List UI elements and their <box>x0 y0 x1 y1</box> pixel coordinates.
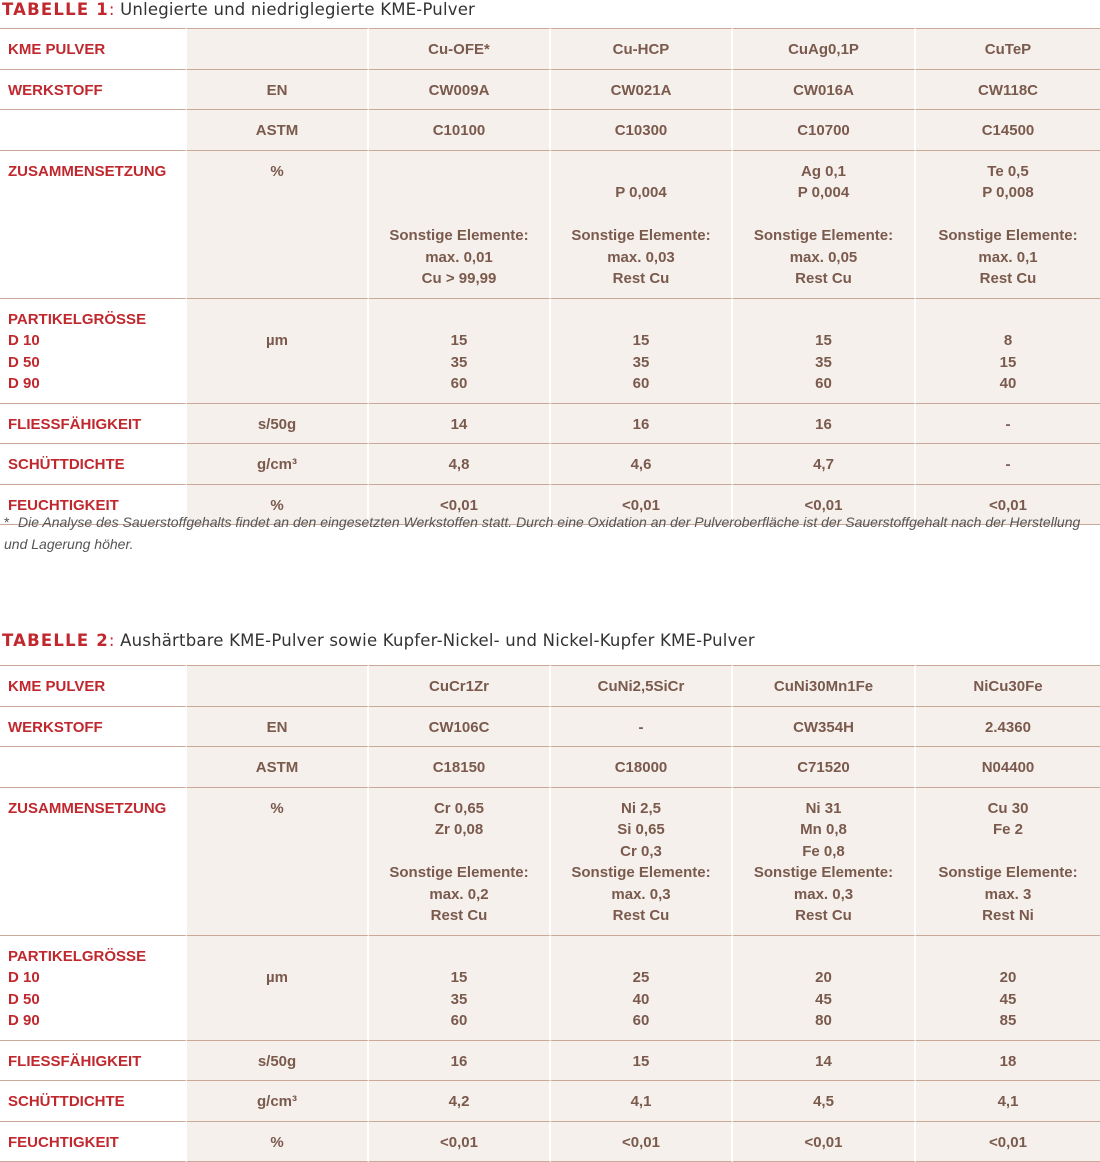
value-line: 16 <box>375 1051 543 1073</box>
value-cell <box>733 747 916 788</box>
unit-line <box>193 946 361 968</box>
value-line: max. 0,3 <box>557 884 725 906</box>
unit-cell <box>187 665 369 707</box>
unit-cell <box>187 1081 369 1122</box>
value-line: - <box>922 414 1094 436</box>
value-cell <box>369 444 551 485</box>
value-cell <box>733 1081 916 1122</box>
row-label-line <box>8 120 179 142</box>
unit-cell <box>187 28 369 70</box>
unit-cell <box>187 747 369 788</box>
value-cell <box>916 936 1100 1041</box>
unit-cell <box>187 110 369 151</box>
table-row <box>0 151 1100 299</box>
table-2-colon: : <box>109 631 115 650</box>
unit-cell <box>187 1041 369 1082</box>
row-label <box>0 444 187 485</box>
row-label <box>0 936 187 1041</box>
value-line: <0,01 <box>739 495 908 517</box>
value-line <box>557 309 725 331</box>
value-line: max. 0,3 <box>739 884 908 906</box>
row-label-line: D 90 <box>8 1010 179 1032</box>
value-line: 18 <box>922 1051 1094 1073</box>
value-line: 20 <box>739 967 908 989</box>
row-label-line: KME PULVER <box>8 676 179 698</box>
value-line: C14500 <box>922 120 1094 142</box>
table-1-label: TABELLE 1 <box>2 0 109 19</box>
unit-line: EN <box>193 80 361 102</box>
value-line: Sonstige Elemente: <box>739 225 908 247</box>
value-cell <box>369 788 551 936</box>
value-line: CW016A <box>739 80 908 102</box>
value-line: 80 <box>739 1010 908 1032</box>
value-cell <box>733 70 916 111</box>
unit-line: µm <box>193 330 361 352</box>
value-cell <box>369 110 551 151</box>
value-line <box>739 204 908 226</box>
value-line <box>922 204 1094 226</box>
value-line: CW354H <box>739 717 908 739</box>
value-line: Ag 0,1 <box>739 161 908 183</box>
value-cell <box>369 936 551 1041</box>
value-line: 15 <box>557 1051 725 1073</box>
value-cell <box>551 665 733 707</box>
value-cell <box>733 1041 916 1082</box>
unit-line: s/50g <box>193 1051 361 1073</box>
value-line: max. 0,05 <box>739 247 908 269</box>
table-1-title <box>2 0 475 19</box>
value-cell <box>551 151 733 299</box>
table-row <box>0 299 1100 404</box>
value-line: Rest Cu <box>375 905 543 927</box>
value-line: 15 <box>739 330 908 352</box>
value-line: Te 0,5 <box>922 161 1094 183</box>
table-row <box>0 788 1100 936</box>
table-row <box>0 404 1100 445</box>
value-line: 60 <box>557 373 725 395</box>
value-cell <box>916 1122 1100 1162</box>
unit-line: ASTM <box>193 757 361 779</box>
row-label <box>0 707 187 748</box>
value-line: P 0,008 <box>922 182 1094 204</box>
value-line: Cr 0,65 <box>375 798 543 820</box>
table-2-caption: Aushärtbare KME-Pulver sowie Kupfer-Nickel- und Nickel-Kupfer KME-Pulver <box>120 631 755 650</box>
value-cell <box>733 299 916 404</box>
row-label-line: D 10 <box>8 330 179 352</box>
row-label-line: FEUCHTIGKEIT <box>8 495 179 517</box>
row-label-line: FLIESSFÄHIGKEIT <box>8 1051 179 1073</box>
value-line: max. 0,1 <box>922 247 1094 269</box>
unit-line <box>193 309 361 331</box>
unit-line <box>193 39 361 61</box>
value-line: Si 0,65 <box>557 819 725 841</box>
value-line: C18150 <box>375 757 543 779</box>
value-line: Cr 0,3 <box>557 841 725 863</box>
value-line <box>739 309 908 331</box>
value-cell <box>369 70 551 111</box>
value-line: Rest Cu <box>557 905 725 927</box>
value-line: 14 <box>375 414 543 436</box>
unit-line <box>193 676 361 698</box>
value-cell <box>916 28 1100 70</box>
value-line: 35 <box>375 352 543 374</box>
value-line: 8 <box>922 330 1094 352</box>
row-label <box>0 404 187 445</box>
unit-line: EN <box>193 717 361 739</box>
table-row <box>0 1041 1100 1082</box>
value-cell <box>916 1041 1100 1082</box>
value-cell <box>551 299 733 404</box>
value-cell <box>733 707 916 748</box>
value-cell <box>733 404 916 445</box>
value-line: <0,01 <box>557 495 725 517</box>
value-cell <box>369 707 551 748</box>
value-line <box>739 946 908 968</box>
value-cell <box>369 1122 551 1162</box>
value-line: 40 <box>557 989 725 1011</box>
unit-cell <box>187 444 369 485</box>
table-2-title <box>2 631 755 650</box>
value-line: 35 <box>375 989 543 1011</box>
unit-cell <box>187 707 369 748</box>
table-row <box>0 28 1100 70</box>
value-line: <0,01 <box>375 495 543 517</box>
value-line: 15 <box>557 330 725 352</box>
table-row <box>0 665 1100 707</box>
value-line <box>557 161 725 183</box>
table-1-caption: Unlegierte und niedriglegierte KME-Pulver <box>120 0 475 19</box>
value-cell <box>916 665 1100 707</box>
value-line: <0,01 <box>557 1132 725 1154</box>
value-line: 60 <box>375 1010 543 1032</box>
value-line: Cu 30 <box>922 798 1094 820</box>
value-cell <box>916 1081 1100 1122</box>
value-cell <box>733 444 916 485</box>
value-cell <box>916 151 1100 299</box>
value-line: Sonstige Elemente: <box>922 225 1094 247</box>
value-cell <box>369 665 551 707</box>
value-cell <box>551 1081 733 1122</box>
value-line: C10100 <box>375 120 543 142</box>
value-cell <box>916 299 1100 404</box>
value-line: 4,6 <box>557 454 725 476</box>
value-line: max. 0,01 <box>375 247 543 269</box>
value-line: CW009A <box>375 80 543 102</box>
value-line: 45 <box>739 989 908 1011</box>
value-line: CW118C <box>922 80 1094 102</box>
value-cell <box>369 1041 551 1082</box>
value-line: 35 <box>739 352 908 374</box>
value-line: Rest Cu <box>739 905 908 927</box>
unit-line: % <box>193 1132 361 1154</box>
table-row <box>0 936 1100 1041</box>
value-line: N04400 <box>922 757 1094 779</box>
row-label <box>0 1122 187 1162</box>
value-line: CW021A <box>557 80 725 102</box>
value-line: P 0,004 <box>739 182 908 204</box>
value-line: Rest Ni <box>922 905 1094 927</box>
value-line: NiCu30Fe <box>922 676 1094 698</box>
unit-cell <box>187 70 369 111</box>
table-row <box>0 444 1100 485</box>
value-line: 16 <box>557 414 725 436</box>
value-cell <box>551 788 733 936</box>
row-label <box>0 747 187 788</box>
value-line <box>557 204 725 226</box>
value-line: <0,01 <box>739 1132 908 1154</box>
row-label-line: D 10 <box>8 967 179 989</box>
value-cell <box>916 788 1100 936</box>
value-line: max. 0,2 <box>375 884 543 906</box>
value-cell <box>916 404 1100 445</box>
value-cell <box>733 110 916 151</box>
value-line: Sonstige Elemente: <box>922 862 1094 884</box>
value-line: 4,2 <box>375 1091 543 1113</box>
unit-cell <box>187 1122 369 1162</box>
value-line: 4,7 <box>739 454 908 476</box>
value-line: <0,01 <box>922 495 1094 517</box>
value-line <box>375 182 543 204</box>
unit-cell <box>187 404 369 445</box>
value-line: 60 <box>375 373 543 395</box>
value-line: Cu-HCP <box>557 39 725 61</box>
value-line: 4,8 <box>375 454 543 476</box>
table-row <box>0 1122 1100 1162</box>
value-line: Fe 2 <box>922 819 1094 841</box>
row-label-line <box>8 757 179 779</box>
footnote <box>4 511 1094 555</box>
table-row <box>0 1081 1100 1122</box>
unit-cell <box>187 936 369 1041</box>
row-label <box>0 110 187 151</box>
value-line: 35 <box>557 352 725 374</box>
row-label-line: D 50 <box>8 352 179 374</box>
value-line: Ni 2,5 <box>557 798 725 820</box>
value-cell <box>916 110 1100 151</box>
value-line <box>375 204 543 226</box>
value-line: Zr 0,08 <box>375 819 543 841</box>
table-2-label: TABELLE 2 <box>2 631 109 650</box>
value-cell <box>916 444 1100 485</box>
row-label-line: SCHÜTTDICHTE <box>8 454 179 476</box>
value-cell <box>369 1081 551 1122</box>
value-cell <box>551 747 733 788</box>
value-line: Rest Cu <box>739 268 908 290</box>
footnote-marker: * <box>4 511 18 533</box>
value-line <box>922 309 1094 331</box>
row-label <box>0 151 187 299</box>
table-row <box>0 747 1100 788</box>
value-line: max. 0,03 <box>557 247 725 269</box>
table-1-colon: : <box>109 0 115 19</box>
value-line: <0,01 <box>922 1132 1094 1154</box>
value-line: 4,1 <box>922 1091 1094 1113</box>
value-line: C71520 <box>739 757 908 779</box>
value-line: - <box>922 454 1094 476</box>
value-cell <box>733 28 916 70</box>
footnote-text: Die Analyse des Sauerstoffgehalts findet an den eingesetzten Werkstoffen statt. Durch eine Oxidation an der Pulveroberfläche ist der Sauerstoffgehalt nach der Herstellung und Lagerung höher. <box>4 514 1080 552</box>
value-line: 60 <box>557 1010 725 1032</box>
value-line: 85 <box>922 1010 1094 1032</box>
value-cell <box>733 1122 916 1162</box>
value-line: CuTeP <box>922 39 1094 61</box>
value-line: 15 <box>375 967 543 989</box>
value-line: - <box>557 717 725 739</box>
value-line: max. 3 <box>922 884 1094 906</box>
value-line <box>922 946 1094 968</box>
value-line <box>922 841 1094 863</box>
row-label-line: D 90 <box>8 373 179 395</box>
value-line: CuNi30Mn1Fe <box>739 676 908 698</box>
row-label-line: ZUSAMMENSETZUNG <box>8 161 179 183</box>
value-line: CuCr1Zr <box>375 676 543 698</box>
value-line <box>375 946 543 968</box>
value-cell <box>551 444 733 485</box>
table-row <box>0 70 1100 111</box>
value-line: Cu-OFE* <box>375 39 543 61</box>
value-cell <box>369 151 551 299</box>
value-line: 2.4360 <box>922 717 1094 739</box>
row-label-line: WERKSTOFF <box>8 717 179 739</box>
value-line: 45 <box>922 989 1094 1011</box>
unit-line: % <box>193 161 361 183</box>
table-2 <box>0 665 1100 1162</box>
unit-line: s/50g <box>193 414 361 436</box>
value-cell <box>916 747 1100 788</box>
value-line: CW106C <box>375 717 543 739</box>
value-cell <box>916 707 1100 748</box>
row-label-line: PARTIKELGRÖSSE <box>8 946 179 968</box>
value-line: CuNi2,5SiCr <box>557 676 725 698</box>
value-line: Sonstige Elemente: <box>375 225 543 247</box>
unit-cell <box>187 299 369 404</box>
value-line: Rest Cu <box>557 268 725 290</box>
unit-cell <box>187 151 369 299</box>
value-cell <box>733 936 916 1041</box>
value-line: Sonstige Elemente: <box>557 862 725 884</box>
value-line: Sonstige Elemente: <box>557 225 725 247</box>
unit-line: µm <box>193 967 361 989</box>
value-line: <0,01 <box>375 1132 543 1154</box>
value-line: C18000 <box>557 757 725 779</box>
value-cell <box>369 747 551 788</box>
value-cell <box>369 404 551 445</box>
value-line: CuAg0,1P <box>739 39 908 61</box>
value-line <box>375 161 543 183</box>
value-line: 20 <box>922 967 1094 989</box>
value-line: Ni 31 <box>739 798 908 820</box>
unit-line: % <box>193 798 361 820</box>
value-line: 4,5 <box>739 1091 908 1113</box>
value-line: 14 <box>739 1051 908 1073</box>
value-line: 16 <box>739 414 908 436</box>
value-cell <box>551 707 733 748</box>
value-cell <box>551 936 733 1041</box>
value-line: Fe 0,8 <box>739 841 908 863</box>
value-line: P 0,004 <box>557 182 725 204</box>
row-label <box>0 28 187 70</box>
value-line: Sonstige Elemente: <box>375 862 543 884</box>
row-label <box>0 1041 187 1082</box>
value-line: Sonstige Elemente: <box>739 862 908 884</box>
value-line <box>375 841 543 863</box>
table-row <box>0 110 1100 151</box>
row-label <box>0 1081 187 1122</box>
value-line: 15 <box>922 352 1094 374</box>
row-label-line: KME PULVER <box>8 39 179 61</box>
unit-line: g/cm³ <box>193 454 361 476</box>
row-label-line: SCHÜTTDICHTE <box>8 1091 179 1113</box>
unit-line: ASTM <box>193 120 361 142</box>
table-1 <box>0 28 1100 525</box>
row-label <box>0 788 187 936</box>
unit-line: % <box>193 495 361 517</box>
value-line: 15 <box>375 330 543 352</box>
row-label <box>0 665 187 707</box>
unit-line: g/cm³ <box>193 1091 361 1113</box>
value-cell <box>551 404 733 445</box>
value-line: Rest Cu <box>922 268 1094 290</box>
value-cell <box>916 70 1100 111</box>
value-cell <box>733 788 916 936</box>
row-label-line: ZUSAMMENSETZUNG <box>8 798 179 820</box>
row-label <box>0 70 187 111</box>
value-cell <box>369 28 551 70</box>
table-row <box>0 707 1100 748</box>
value-line: 25 <box>557 967 725 989</box>
value-line <box>557 946 725 968</box>
value-cell <box>551 1041 733 1082</box>
value-line: Cu > 99,99 <box>375 268 543 290</box>
row-label-line: FLIESSFÄHIGKEIT <box>8 414 179 436</box>
value-cell <box>551 28 733 70</box>
row-label-line: D 50 <box>8 989 179 1011</box>
row-label-line: PARTIKELGRÖSSE <box>8 309 179 331</box>
value-cell <box>551 1122 733 1162</box>
value-line: C10300 <box>557 120 725 142</box>
value-line: 60 <box>739 373 908 395</box>
value-line <box>375 309 543 331</box>
value-cell <box>551 70 733 111</box>
value-cell <box>733 665 916 707</box>
value-cell <box>369 299 551 404</box>
row-label-line: FEUCHTIGKEIT <box>8 1132 179 1154</box>
value-line: 4,1 <box>557 1091 725 1113</box>
value-line: 40 <box>922 373 1094 395</box>
unit-cell <box>187 788 369 936</box>
value-cell <box>551 110 733 151</box>
row-label <box>0 299 187 404</box>
row-label-line: WERKSTOFF <box>8 80 179 102</box>
value-line: C10700 <box>739 120 908 142</box>
value-cell <box>733 151 916 299</box>
value-line: Mn 0,8 <box>739 819 908 841</box>
